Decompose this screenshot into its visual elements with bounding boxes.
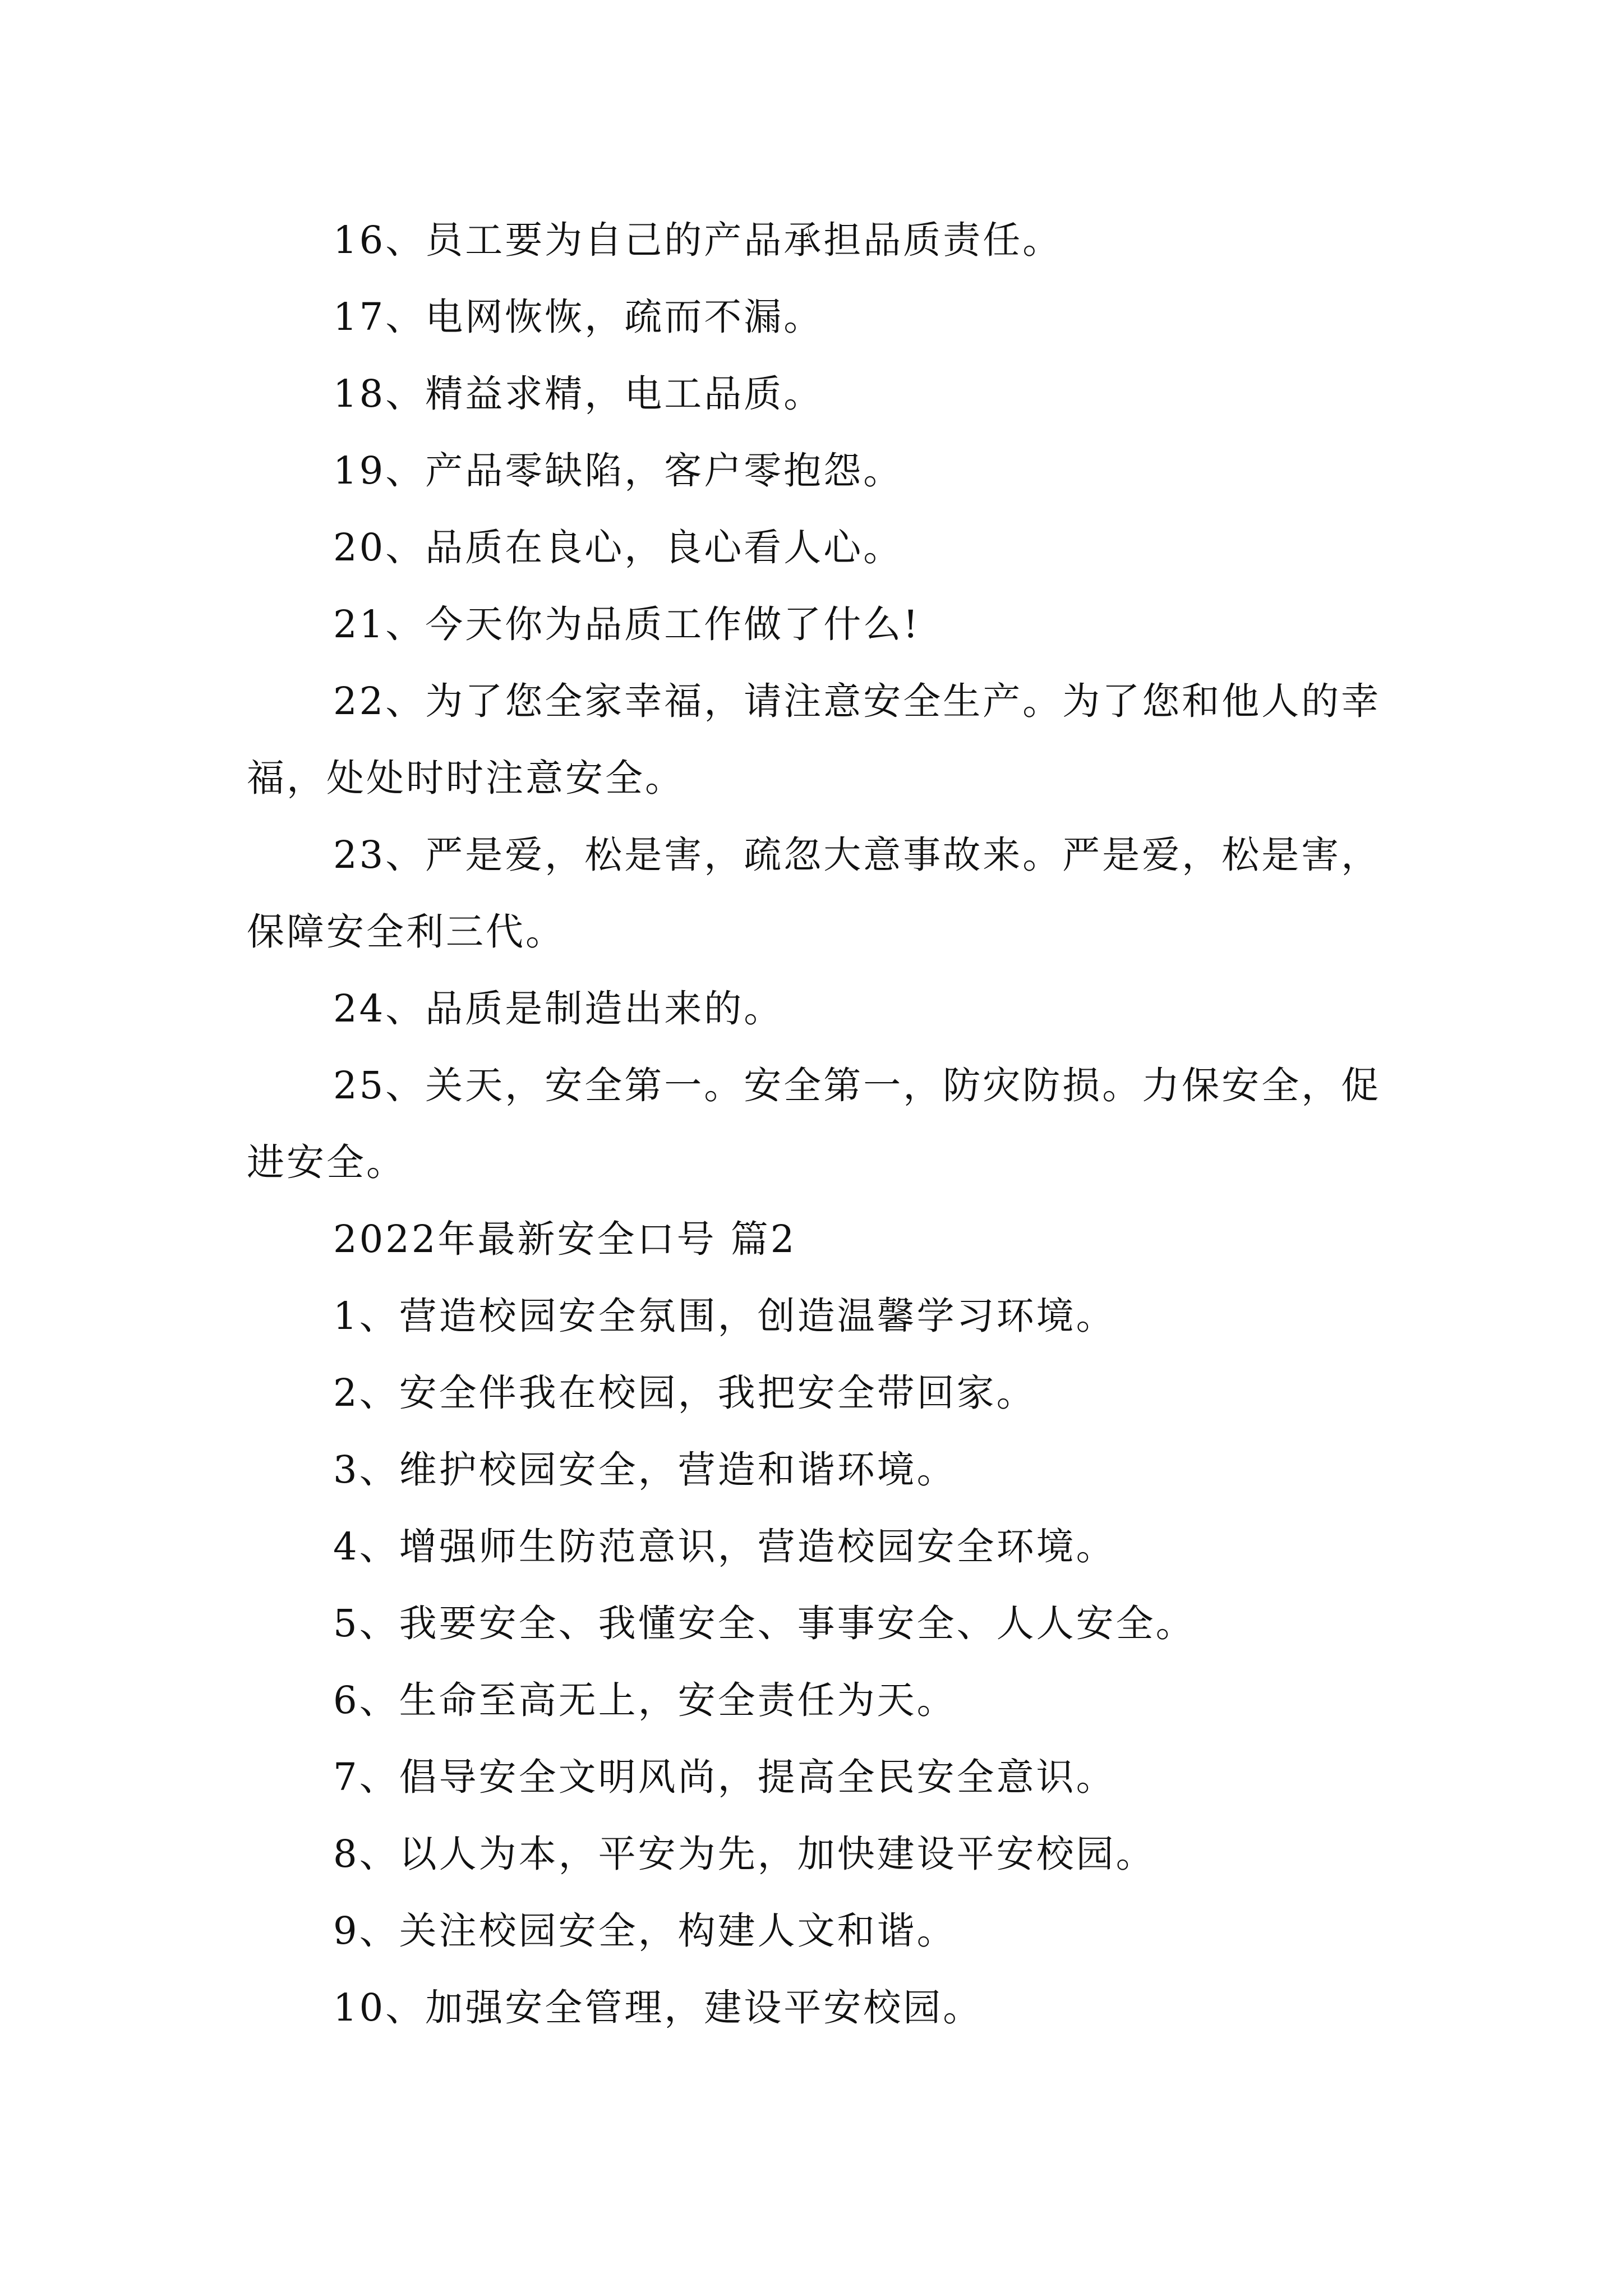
paragraph-5: 5、我要安全、我懂安全、事事安全、人人安全。 — [333, 1602, 1196, 1645]
paragraph-9: 9、关注校园安全，构建人文和谐。 — [333, 1909, 957, 1953]
paragraph-24: 24、品质是制造出来的。 — [333, 987, 784, 1030]
section-heading: 2022年最新安全口号 篇2 — [333, 1217, 797, 1261]
paragraph-1: 1、营造校园安全氛围，创造温馨学习环境。 — [333, 1294, 1116, 1338]
paragraph-7: 7、倡导安全文明风尚，提高全民安全意识。 — [333, 1755, 1116, 1799]
paragraph-2: 2、安全伴我在校园，我把安全带回家。 — [333, 1371, 1036, 1415]
paragraph-16: 16、员工要为自己的产品承担品质责任。 — [333, 218, 1063, 262]
paragraph-20: 20、品质在良心，良心看人心。 — [333, 526, 903, 569]
paragraph-18: 18、精益求精，电工品质。 — [333, 372, 824, 416]
paragraph-6: 6、生命至高无上，安全责任为天。 — [333, 1678, 957, 1722]
paragraph-22: 22、为了您全家幸福，请注意安全生产。为了您和他人的幸福，处处时时注意安全。 — [247, 679, 1381, 800]
paragraph-25: 25、关天，安全第一。安全第一，防灾防损。力保安全，促进安全。 — [247, 1064, 1381, 1184]
paragraph-8: 8、以人为本，平安为先，加快建设平安校园。 — [333, 1832, 1156, 1876]
paragraph-17: 17、电网恢恢，疏而不漏。 — [333, 295, 824, 339]
paragraph-19: 19、产品零缺陷，客户零抱怨。 — [333, 449, 903, 493]
paragraph-10: 10、加强安全管理，建设平安校园。 — [333, 1986, 983, 2030]
document-body — [247, 202, 1385, 2046]
paragraph-21: 21、今天你为品质工作做了什么! — [333, 602, 921, 646]
paragraph-4: 4、增强师生防范意识，营造校园安全环境。 — [333, 1525, 1116, 1568]
paragraph-23: 23、严是爱，松是害，疏忽大意事故来。严是爱，松是害，保障安全利三代。 — [247, 833, 1381, 954]
paragraph-3: 3、维护校园安全，营造和谐环境。 — [333, 1448, 957, 1492]
